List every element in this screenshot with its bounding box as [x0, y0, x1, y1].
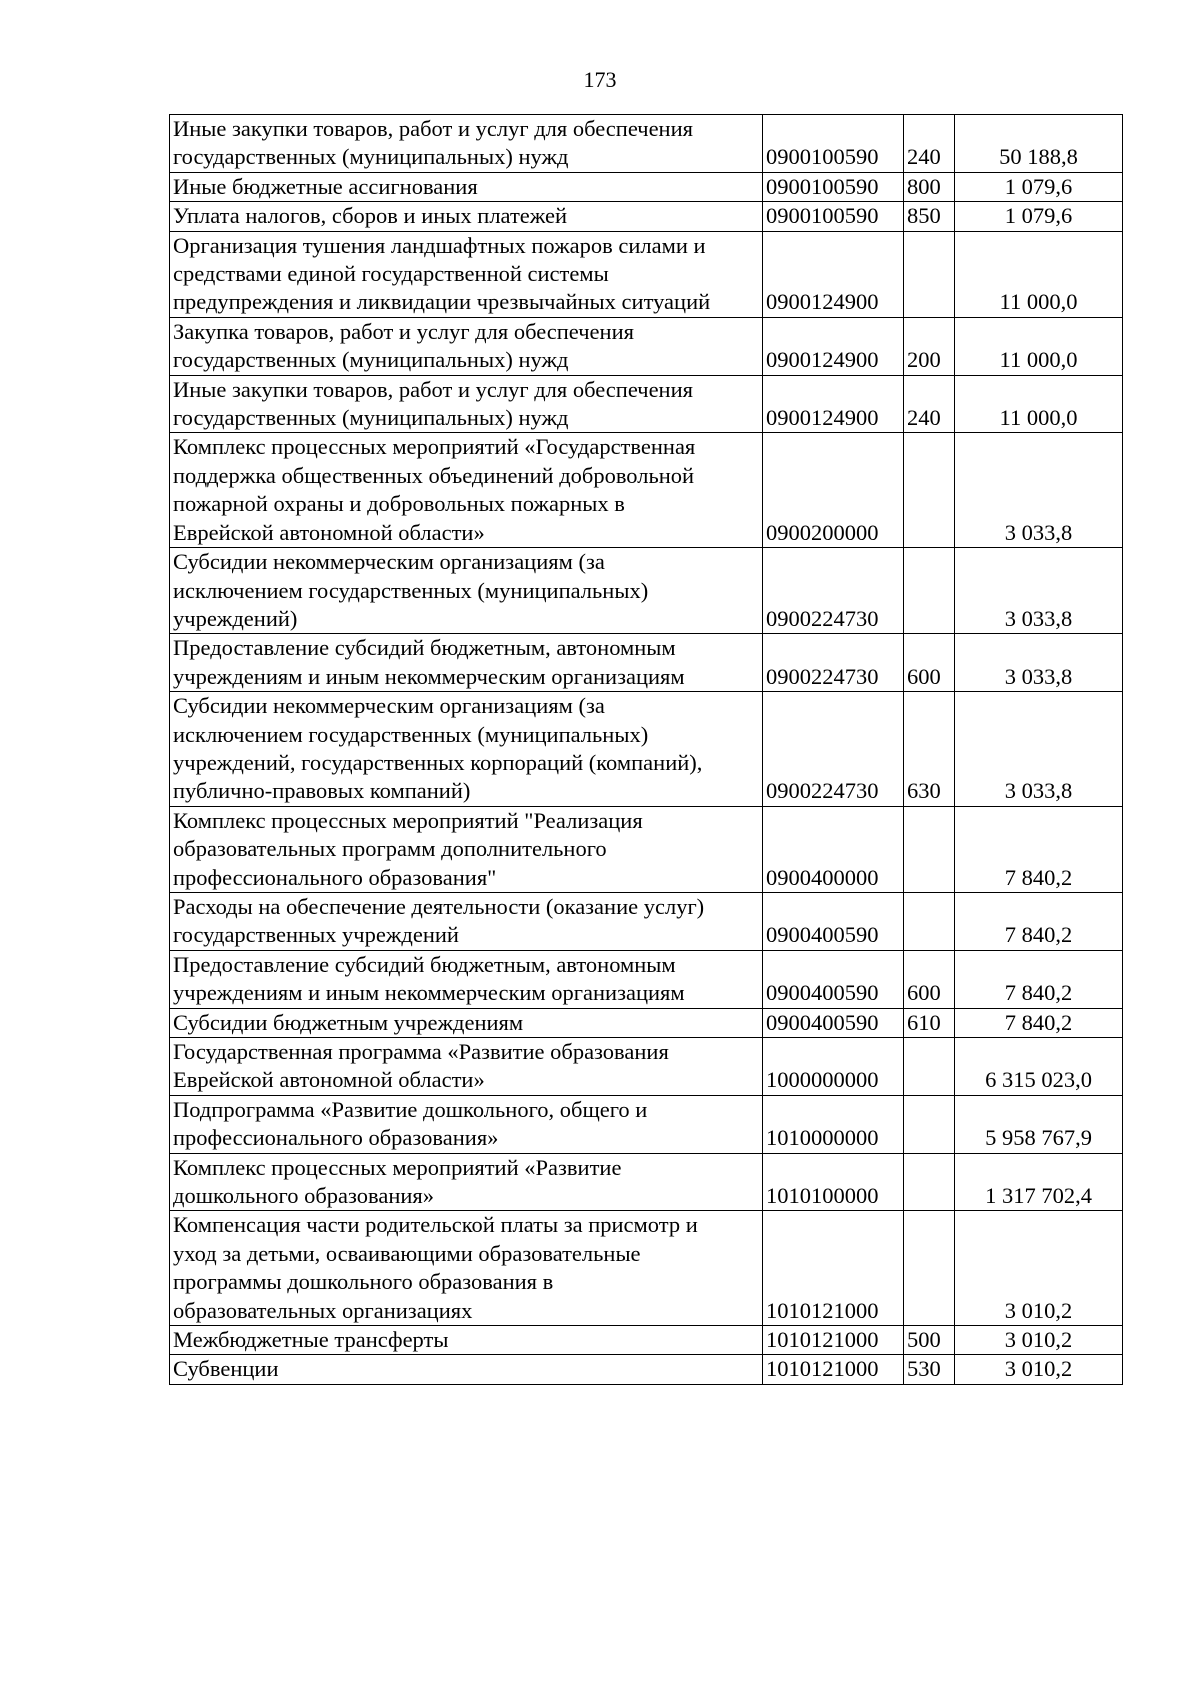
- row-name-cell: [170, 1326, 763, 1355]
- row-name-line: пожарной охраны и добровольных пожарных в: [173, 491, 625, 517]
- table-row: [170, 231, 1123, 317]
- row-name-line: исключением государственных (муниципальных): [173, 577, 649, 603]
- table-row: [170, 1326, 1123, 1355]
- row-sum-cell: 1 079,6: [955, 202, 1123, 231]
- row-name-line: государственных учреждений: [173, 922, 459, 948]
- row-type-cell: 630: [904, 692, 955, 807]
- row-sum-cell: 6 315 023,0: [955, 1038, 1123, 1096]
- row-sum-cell: 3 033,8: [955, 634, 1123, 692]
- row-code-cell: 0900400590: [763, 892, 904, 950]
- row-name-cell: [170, 375, 763, 433]
- row-code-cell: 0900224730: [763, 548, 904, 634]
- row-type-cell: [904, 231, 955, 317]
- row-name-line: Расходы на обеспечение деятельности (оказание услуг): [173, 893, 705, 919]
- row-name-line: программы дошкольного образования в: [173, 1269, 554, 1295]
- table-row: [170, 1008, 1123, 1037]
- row-name-cell: [170, 1211, 763, 1326]
- row-type-cell: [904, 433, 955, 548]
- row-name-line: исключением государственных (муниципальных): [173, 721, 649, 747]
- page-number: 173: [583, 67, 617, 92]
- table-row: [170, 548, 1123, 634]
- table-row: [170, 202, 1123, 231]
- row-name-cell: [170, 1153, 763, 1211]
- row-name-line: Комплекс процессных мероприятий «Развитие: [173, 1154, 622, 1180]
- row-code-cell: 1010121000: [763, 1211, 904, 1326]
- row-code-cell: 1010100000: [763, 1153, 904, 1211]
- row-type-cell: 500: [904, 1326, 955, 1355]
- row-name-line: предупреждения и ликвидации чрезвычайных ситуаций: [173, 289, 711, 315]
- row-name-line: Субвенции: [173, 1356, 279, 1382]
- row-sum-cell: 3 033,8: [955, 692, 1123, 807]
- row-code-cell: 1010121000: [763, 1355, 904, 1384]
- table-row: [170, 1355, 1123, 1384]
- row-sum-cell: 3 010,2: [955, 1211, 1123, 1326]
- table-row: [170, 115, 1123, 173]
- row-code-cell: 0900400000: [763, 806, 904, 892]
- row-name-line: Подпрограмма «Развитие дошкольного, общего и: [173, 1096, 648, 1122]
- row-name-line: Организация тушения ландшафтных пожаров силами и: [173, 232, 706, 258]
- row-name-line: Компенсация части родительской платы за присмотр и: [173, 1212, 698, 1238]
- row-sum-cell: 1 079,6: [955, 172, 1123, 201]
- row-name-line: учреждениям и иным некоммерческим организациям: [173, 980, 685, 1006]
- row-name-line: Государственная программа «Развитие образования: [173, 1039, 669, 1064]
- budget-table-body: [170, 115, 1123, 1385]
- row-type-cell: [904, 892, 955, 950]
- row-name-line: учреждений): [173, 605, 298, 631]
- row-type-cell: 850: [904, 202, 955, 231]
- row-sum-cell: 5 958 767,9: [955, 1095, 1123, 1153]
- row-sum-cell: 11 000,0: [955, 231, 1123, 317]
- row-name-line: государственных (муниципальных) нужд: [173, 405, 569, 431]
- row-name-cell: [170, 317, 763, 375]
- row-sum-cell: 3 033,8: [955, 433, 1123, 548]
- table-row: [170, 1211, 1123, 1326]
- row-sum-cell: 50 188,8: [955, 115, 1123, 173]
- table-row: [170, 375, 1123, 433]
- row-name-line: учреждениям и иным некоммерческим организациям: [173, 663, 685, 689]
- table-row: [170, 950, 1123, 1008]
- row-name-line: Еврейской автономной области»: [173, 1067, 485, 1093]
- row-name-line: образовательных программ дополнительного: [173, 836, 607, 862]
- row-name-line: уход за детьми, осваивающими образовательные: [173, 1240, 641, 1266]
- row-code-cell: 0900224730: [763, 634, 904, 692]
- row-name-cell: [170, 1355, 763, 1384]
- table-row: [170, 172, 1123, 201]
- row-code-cell: 0900124900: [763, 317, 904, 375]
- row-type-cell: [904, 1038, 955, 1096]
- row-name-line: Уплата налогов, сборов и иных платежей: [173, 203, 568, 229]
- row-name-line: Иные закупки товаров, работ и услуг для обеспечения: [173, 116, 693, 141]
- row-name-line: публично-правовых компаний): [173, 778, 471, 804]
- row-name-cell: [170, 950, 763, 1008]
- row-name-cell: [170, 692, 763, 807]
- row-type-cell: 240: [904, 115, 955, 173]
- table-row: [170, 892, 1123, 950]
- row-code-cell: 0900100590: [763, 202, 904, 231]
- row-type-cell: [904, 1211, 955, 1326]
- row-name-line: профессионального образования": [173, 864, 497, 890]
- row-name-line: Комплекс процессных мероприятий «Государственная: [173, 434, 696, 460]
- row-name-cell: [170, 1095, 763, 1153]
- row-name-line: Субсидии некоммерческим организациям (за: [173, 693, 605, 719]
- table-row: [170, 1153, 1123, 1211]
- row-type-cell: 610: [904, 1008, 955, 1037]
- table-row: [170, 806, 1123, 892]
- row-name-cell: [170, 202, 763, 231]
- row-code-cell: 0900200000: [763, 433, 904, 548]
- table-row: [170, 433, 1123, 548]
- row-type-cell: 800: [904, 172, 955, 201]
- table-row: [170, 1038, 1123, 1096]
- table-row: [170, 692, 1123, 807]
- row-name-line: средствами единой государственной системы: [173, 261, 609, 287]
- row-type-cell: 530: [904, 1355, 955, 1384]
- row-name-line: государственных (муниципальных) нужд: [173, 144, 569, 170]
- row-code-cell: 1010000000: [763, 1095, 904, 1153]
- row-sum-cell: 7 840,2: [955, 950, 1123, 1008]
- row-name-line: Предоставление субсидий бюджетным, автономным: [173, 635, 676, 661]
- row-sum-cell: 7 840,2: [955, 1008, 1123, 1037]
- row-name-cell: [170, 634, 763, 692]
- row-sum-cell: 1 317 702,4: [955, 1153, 1123, 1211]
- row-name-cell: [170, 172, 763, 201]
- row-name-line: Межбюджетные трансферты: [173, 1327, 449, 1353]
- row-name-line: Субсидии некоммерческим организациям (за: [173, 549, 605, 575]
- row-sum-cell: 3 010,2: [955, 1355, 1123, 1384]
- row-type-cell: 200: [904, 317, 955, 375]
- row-type-cell: 600: [904, 634, 955, 692]
- table-row: [170, 1095, 1123, 1153]
- row-code-cell: 0900400590: [763, 950, 904, 1008]
- row-name-cell: [170, 1008, 763, 1037]
- row-code-cell: 0900224730: [763, 692, 904, 807]
- row-name-cell: [170, 1038, 763, 1096]
- row-name-line: Еврейской автономной области»: [173, 519, 485, 545]
- row-name-cell: [170, 806, 763, 892]
- row-type-cell: [904, 1153, 955, 1211]
- row-code-cell: 0900100590: [763, 172, 904, 201]
- row-name-line: Субсидии бюджетным учреждениям: [173, 1009, 524, 1035]
- row-name-line: Иные бюджетные ассигнования: [173, 173, 478, 199]
- row-code-cell: 0900124900: [763, 231, 904, 317]
- row-type-cell: [904, 548, 955, 634]
- row-sum-cell: 11 000,0: [955, 317, 1123, 375]
- row-name-line: Иные закупки товаров, работ и услуг для обеспечения: [173, 376, 693, 402]
- budget-table: [169, 114, 1123, 1385]
- row-name-cell: [170, 115, 763, 173]
- row-name-cell: [170, 231, 763, 317]
- table-row: [170, 634, 1123, 692]
- row-type-cell: [904, 806, 955, 892]
- row-name-cell: [170, 892, 763, 950]
- row-sum-cell: 3 033,8: [955, 548, 1123, 634]
- row-name-line: профессионального образования»: [173, 1125, 499, 1151]
- row-sum-cell: 7 840,2: [955, 806, 1123, 892]
- row-type-cell: [904, 1095, 955, 1153]
- row-name-line: учреждений, государственных корпораций (компаний),: [173, 749, 703, 775]
- row-name-cell: [170, 433, 763, 548]
- row-code-cell: 1000000000: [763, 1038, 904, 1096]
- row-sum-cell: 7 840,2: [955, 892, 1123, 950]
- row-name-line: государственных (муниципальных) нужд: [173, 347, 569, 373]
- row-code-cell: 0900400590: [763, 1008, 904, 1037]
- row-name-line: образовательных организациях: [173, 1297, 473, 1323]
- row-name-line: Предоставление субсидий бюджетным, автономным: [173, 951, 676, 977]
- row-name-cell: [170, 548, 763, 634]
- row-code-cell: 0900124900: [763, 375, 904, 433]
- row-type-cell: 600: [904, 950, 955, 1008]
- row-name-line: Комплекс процессных мероприятий "Реализация: [173, 807, 643, 833]
- row-code-cell: 1010121000: [763, 1326, 904, 1355]
- row-sum-cell: 3 010,2: [955, 1326, 1123, 1355]
- row-sum-cell: 11 000,0: [955, 375, 1123, 433]
- row-name-line: поддержка общественных объединений добровольной: [173, 462, 695, 488]
- row-name-line: Закупка товаров, работ и услуг для обеспечения: [173, 318, 634, 344]
- table-row: [170, 317, 1123, 375]
- row-code-cell: 0900100590: [763, 115, 904, 173]
- row-type-cell: 240: [904, 375, 955, 433]
- row-name-line: дошкольного образования»: [173, 1183, 435, 1209]
